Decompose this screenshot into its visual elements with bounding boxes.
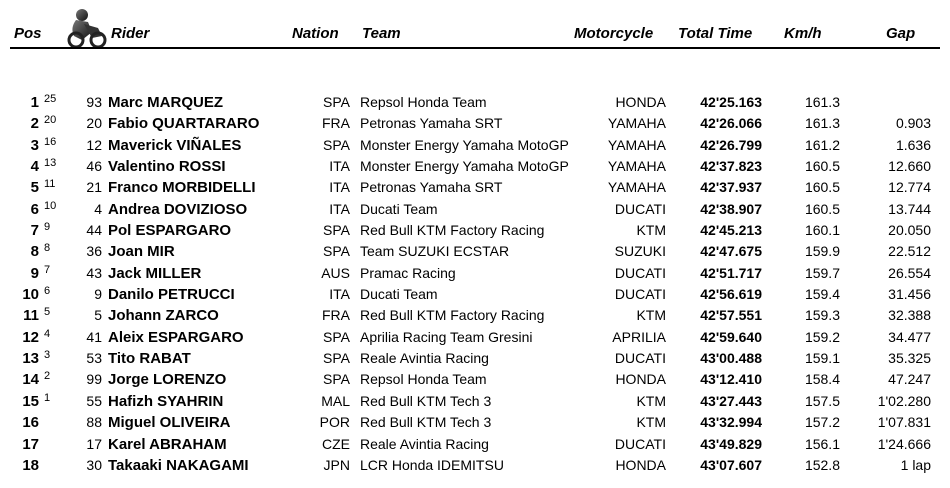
- gap: 1'07.831: [877, 414, 931, 431]
- speed: 159.4: [804, 286, 840, 303]
- nation: SPA: [323, 371, 350, 388]
- team: Pramac Racing: [360, 264, 456, 281]
- position: 7: [30, 222, 39, 240]
- position: 15: [22, 392, 39, 410]
- motorcycle: KTM: [636, 222, 666, 239]
- team: Red Bull KTM Tech 3: [360, 414, 492, 431]
- table-row: [0, 327, 950, 348]
- team: Reale Avintia Racing: [360, 350, 489, 367]
- gap: 1'24.666: [877, 435, 931, 452]
- gap: 47.247: [888, 371, 931, 388]
- team: Monster Energy Yamaha MotoGP: [360, 158, 569, 175]
- position: 14: [22, 371, 39, 389]
- motorcycle: DUCATI: [614, 264, 666, 281]
- rider-number: 88: [86, 414, 102, 431]
- points: 3: [44, 349, 51, 362]
- position: 6: [30, 200, 39, 218]
- nation: FRA: [322, 115, 350, 132]
- speed: 158.4: [804, 371, 840, 388]
- points: 20: [44, 114, 57, 127]
- points: 7: [44, 263, 51, 276]
- motorcycle-rider-icon: [64, 6, 108, 50]
- rider-number: 9: [94, 286, 102, 303]
- header-nation: Nation: [292, 25, 339, 42]
- team: Petronas Yamaha SRT: [360, 115, 503, 132]
- speed: 157.2: [804, 414, 840, 431]
- rider-number: 30: [86, 456, 102, 473]
- team: Reale Avintia Racing: [360, 435, 489, 452]
- speed: 159.1: [804, 350, 840, 367]
- rider-name: Franco MORBIDELLI: [108, 179, 256, 197]
- rider-name: Joan MIR: [108, 243, 175, 261]
- rider-name: Karel ABRAHAM: [108, 435, 227, 453]
- rider-number: 17: [86, 435, 102, 452]
- total-time: 42'51.717: [700, 264, 762, 281]
- team: Repsol Honda Team: [360, 371, 487, 388]
- position: 1: [30, 94, 39, 111]
- position: 3: [30, 136, 39, 154]
- table-row: [0, 113, 950, 134]
- header-rider: Rider: [111, 25, 150, 42]
- nation: MAL: [321, 392, 350, 409]
- position: 9: [30, 264, 39, 282]
- nation: AUS: [321, 264, 350, 281]
- points: 11: [44, 178, 56, 191]
- motorcycle: HONDA: [615, 94, 666, 110]
- points: 2: [44, 370, 51, 383]
- rider-name: Johann ZARCO: [108, 307, 219, 325]
- gap: 1.636: [895, 136, 931, 153]
- header-total-time: Total Time: [678, 25, 753, 42]
- position: 2: [30, 115, 39, 133]
- rider-name: Jorge LORENZO: [108, 371, 227, 389]
- table-row: [0, 369, 950, 390]
- table-row: [0, 412, 950, 433]
- table-row: [0, 135, 950, 156]
- gap: 12.660: [888, 158, 931, 175]
- table-row: [0, 156, 950, 177]
- speed: 159.2: [804, 328, 840, 345]
- total-time: 42'37.937: [700, 179, 762, 196]
- points: 16: [44, 135, 57, 148]
- rider-number: 36: [86, 243, 102, 260]
- position: 17: [22, 435, 39, 453]
- rider-name: Valentino ROSSI: [108, 158, 226, 176]
- rider-number: 99: [86, 371, 102, 388]
- points: 5: [44, 306, 51, 319]
- motorcycle: DUCATI: [614, 350, 666, 367]
- nation: ITA: [329, 286, 350, 303]
- table-row: [0, 284, 950, 305]
- nation: ITA: [329, 200, 350, 217]
- rider-number: 55: [86, 392, 102, 409]
- position: 8: [30, 243, 39, 261]
- rider-name: Fabio QUARTARARO: [108, 115, 260, 133]
- table-row: [0, 263, 950, 284]
- rider-name: Aleix ESPARGARO: [108, 328, 244, 346]
- rider-name: Takaaki NAKAGAMI: [108, 456, 249, 474]
- rider-number: 43: [86, 264, 102, 281]
- nation: ITA: [329, 179, 350, 196]
- motorcycle: KTM: [636, 414, 666, 431]
- gap: 20.050: [888, 222, 931, 239]
- nation: SPA: [323, 243, 350, 260]
- header-motorcycle: Motorcycle: [574, 25, 654, 42]
- points: 1: [44, 391, 51, 404]
- points: 4: [44, 327, 51, 340]
- gap: 0.903: [895, 115, 931, 132]
- header-divider: [10, 47, 940, 49]
- total-time: 43'32.994: [700, 414, 762, 431]
- speed: 152.8: [804, 456, 840, 473]
- header-pos: Pos: [14, 25, 42, 42]
- rider-number: 21: [86, 179, 102, 196]
- speed: 159.9: [804, 243, 840, 260]
- motorcycle: YAMAHA: [607, 179, 666, 196]
- team: Monster Energy Yamaha MotoGP: [360, 136, 569, 153]
- points: 25: [44, 93, 57, 105]
- rider-name: Jack MILLER: [108, 264, 202, 282]
- gap: 31.456: [888, 286, 931, 303]
- team: Ducati Team: [360, 200, 438, 217]
- total-time: 42'59.640: [700, 328, 762, 345]
- nation: SPA: [323, 94, 350, 110]
- table-row: [0, 92, 950, 113]
- rider-name: Maverick VIÑALES: [108, 136, 242, 154]
- rider-name: Hafizh SYAHRIN: [108, 392, 224, 410]
- table-row: [0, 199, 950, 220]
- rider-number: 46: [86, 158, 102, 175]
- rider-name: Marc MARQUEZ: [108, 94, 224, 111]
- points: 9: [44, 221, 51, 234]
- speed: 161.3: [804, 115, 840, 132]
- motorcycle: DUCATI: [614, 435, 666, 452]
- position: 4: [30, 158, 39, 176]
- speed: 161.3: [804, 94, 840, 110]
- position: 16: [22, 414, 39, 432]
- rider-name: Danilo PETRUCCI: [108, 286, 235, 304]
- total-time: 43'49.829: [700, 435, 762, 452]
- header-team: Team: [362, 25, 401, 42]
- motorcycle: SUZUKI: [614, 243, 666, 260]
- team: Repsol Honda Team: [360, 94, 487, 110]
- total-time: 43'07.607: [700, 456, 762, 473]
- nation: FRA: [322, 307, 350, 324]
- total-time: 42'57.551: [700, 307, 762, 324]
- rider-number: 53: [86, 350, 102, 367]
- nation: SPA: [323, 136, 350, 153]
- gap: 1 lap: [900, 456, 931, 473]
- speed: 157.5: [804, 392, 840, 409]
- position: 13: [22, 350, 39, 368]
- table-row: [0, 305, 950, 326]
- team: Aprilia Racing Team Gresini: [360, 328, 533, 345]
- team: Ducati Team: [360, 286, 438, 303]
- points: 6: [44, 285, 51, 298]
- rider-number: 93: [86, 94, 102, 110]
- total-time: 42'45.213: [700, 222, 762, 239]
- speed: 156.1: [804, 435, 840, 452]
- team: Team SUZUKI ECSTAR: [360, 243, 510, 260]
- table-row: [0, 241, 950, 262]
- gap: 32.388: [888, 307, 931, 324]
- team: Petronas Yamaha SRT: [360, 179, 503, 196]
- speed: 161.2: [804, 136, 840, 153]
- total-time: 42'25.163: [700, 94, 762, 110]
- gap: 34.477: [888, 328, 931, 345]
- rider-name: Andrea DOVIZIOSO: [108, 200, 248, 218]
- rider-number: 12: [86, 136, 102, 153]
- nation: SPA: [323, 328, 350, 345]
- nation: ITA: [329, 158, 350, 175]
- position: 10: [22, 286, 39, 304]
- total-time: 43'12.410: [700, 371, 762, 388]
- speed: 159.7: [804, 264, 840, 281]
- rider-name: Tito RABAT: [108, 350, 191, 368]
- motorcycle: APRILIA: [612, 328, 666, 345]
- header-kmh: Km/h: [784, 25, 822, 42]
- team: LCR Honda IDEMITSU: [360, 456, 504, 473]
- total-time: 42'47.675: [700, 243, 762, 260]
- points: 8: [44, 242, 51, 255]
- position: 5: [30, 179, 39, 197]
- rider-name: Pol ESPARGARO: [108, 222, 232, 240]
- gap: 26.554: [888, 264, 931, 281]
- total-time: 42'38.907: [700, 200, 762, 217]
- total-time: 42'37.823: [700, 158, 762, 175]
- table-row: [0, 177, 950, 198]
- rider-number: 4: [94, 200, 102, 217]
- total-time: 43'27.443: [700, 392, 762, 409]
- speed: 159.3: [804, 307, 840, 324]
- rider-name: Miguel OLIVEIRA: [108, 414, 231, 432]
- speed: 160.5: [804, 179, 840, 196]
- table-row: [0, 391, 950, 412]
- header-gap: Gap: [886, 25, 916, 42]
- table-row: [0, 434, 950, 455]
- position: 11: [23, 307, 39, 325]
- points: 10: [44, 199, 57, 212]
- nation: SPA: [323, 350, 350, 367]
- total-time: 42'26.799: [700, 136, 762, 153]
- nation: SPA: [323, 222, 350, 239]
- motorcycle: YAMAHA: [607, 115, 666, 132]
- rider-number: 5: [94, 307, 102, 324]
- position: 12: [22, 328, 39, 346]
- motorcycle: KTM: [636, 307, 666, 324]
- motorcycle: YAMAHA: [607, 158, 666, 175]
- total-time: 43'00.488: [700, 350, 762, 367]
- rider-number: 20: [86, 115, 102, 132]
- position: 18: [22, 456, 39, 474]
- team: Red Bull KTM Factory Racing: [360, 307, 545, 324]
- table-row: [0, 348, 950, 369]
- table-row: [0, 220, 950, 241]
- nation: POR: [319, 414, 350, 431]
- team: Red Bull KTM Factory Racing: [360, 222, 545, 239]
- gap: 1'02.280: [877, 392, 931, 409]
- results-table: [0, 92, 950, 476]
- nation: JPN: [323, 456, 350, 473]
- gap: 35.325: [888, 350, 931, 367]
- rider-number: 41: [86, 328, 102, 345]
- gap: 13.744: [888, 200, 931, 217]
- speed: 160.5: [804, 200, 840, 217]
- nation: CZE: [322, 435, 350, 452]
- total-time: 42'56.619: [700, 286, 762, 303]
- gap: 12.774: [888, 179, 931, 196]
- motorcycle: KTM: [636, 392, 666, 409]
- motorcycle: HONDA: [615, 371, 666, 388]
- speed: 160.5: [804, 158, 840, 175]
- team: Red Bull KTM Tech 3: [360, 392, 492, 409]
- motorcycle: DUCATI: [614, 286, 666, 303]
- motorcycle: YAMAHA: [607, 136, 666, 153]
- speed: 160.1: [804, 222, 840, 239]
- gap: 22.512: [888, 243, 931, 260]
- motorcycle: HONDA: [615, 456, 666, 473]
- total-time: 42'26.066: [700, 115, 762, 132]
- table-row: [0, 455, 950, 476]
- points: 13: [44, 157, 57, 170]
- motorcycle: DUCATI: [614, 200, 666, 217]
- rider-number: 44: [86, 222, 102, 239]
